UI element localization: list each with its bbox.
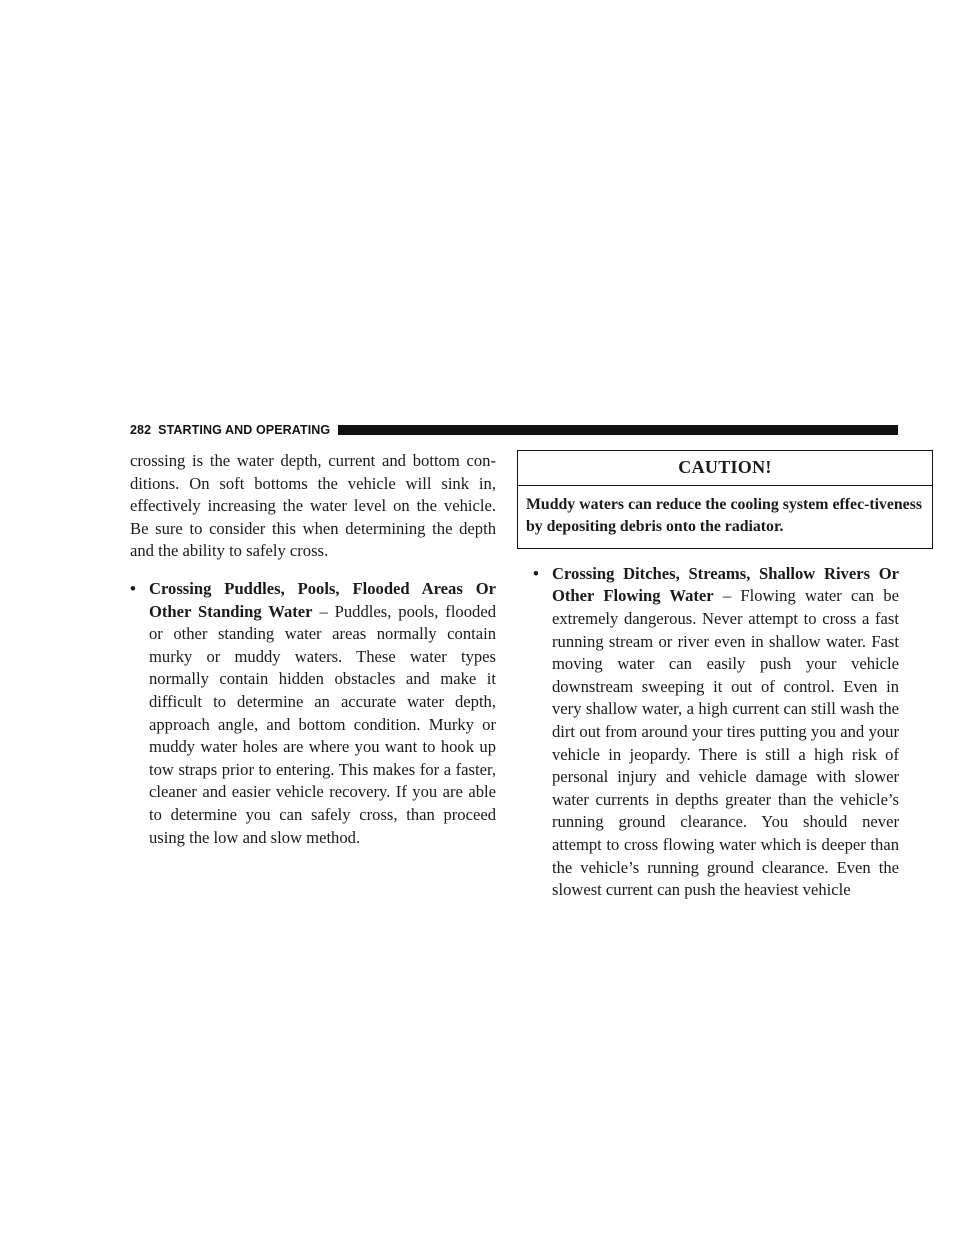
page-number: 282 bbox=[130, 423, 152, 437]
page-header bbox=[130, 422, 898, 438]
bullet-text: – Puddles, pools, flooded or other standing water areas normally contain murky or muddy waters. These water types normally contain hidden obstacles and make it difficult to determine an accurate water depth, approach angle, and bottom condition. Murky or muddy water holes are where you want to hook up tow straps prior to entering. This makes for a faster, cleaner and easier vehicle recovery. If you are able to determine you can safely cross, than proceed using the low and slow method. bbox=[149, 601, 496, 847]
bullet-item-flowing-water bbox=[533, 563, 899, 902]
caution-title: CAUTION! bbox=[518, 451, 932, 486]
intro-paragraph: crossing is the water depth, current and bottom con-ditions. On soft bottoms the vehicle will sink in, effectively increasing the water level on the vehicle. Be sure to consider this when determining the depth and the ability to safely cross. bbox=[130, 451, 496, 561]
left-column bbox=[130, 450, 496, 849]
bullet-title: Crossing Ditches, Streams, Shallow Rivers Or Other Flowing Water bbox=[552, 563, 899, 606]
bullet-marker: • bbox=[533, 563, 539, 583]
bullet-marker: • bbox=[130, 578, 136, 598]
caution-box bbox=[517, 450, 933, 549]
caution-text: Muddy waters can reduce the cooling system effec-tiveness by depositing debris onto the radiator. bbox=[526, 495, 922, 536]
bullet-title: Crossing Puddles, Pools, Flooded Areas Or Other Standing Water bbox=[149, 578, 496, 621]
bullet-text: – Flowing water can be extremely dangerous. Never attempt to cross a fast running stream or river even in shallow water. Fast moving water can easily push your vehicle downstream sweeping it out of control. Even in very shallow water, a high current can still wash the dirt out from around your tires putting you and your vehicle in jeopardy. There is still a high risk of personal injury and vehicle damage with slower water currents in depths greater than the vehicle’s running ground clearance. You should never attempt to cross flowing water which is deeper than the vehicle’s running ground clearance. Even the slowest current can push the heaviest vehicle bbox=[552, 586, 899, 900]
bullet-item-standing-water bbox=[130, 578, 496, 849]
right-column bbox=[526, 450, 922, 902]
header-rule bbox=[338, 425, 898, 435]
section-title: STARTING AND OPERATING bbox=[158, 423, 331, 437]
